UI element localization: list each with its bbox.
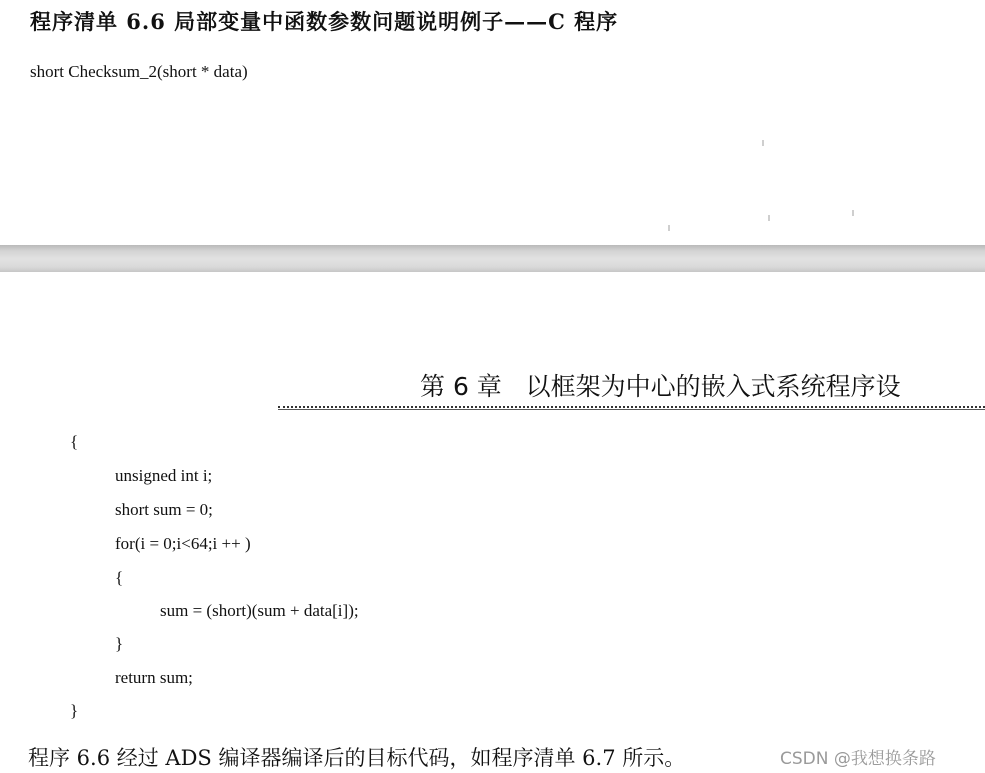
chapter-title: 以框架为中心的嵌入式系统程序设 (525, 372, 901, 401)
header-rule (278, 409, 985, 410)
code-line: { (115, 568, 124, 587)
code-line: unsigned int i; (115, 466, 213, 485)
chapter-number: 第 6 章 (420, 372, 502, 401)
page-separator (0, 245, 985, 272)
code-line: for(i = 0;i<64;i ++ ) (115, 534, 251, 553)
scan-speck (668, 225, 670, 231)
code-line: return sum; (115, 668, 193, 687)
code-line: { (70, 432, 79, 451)
upper-page-fragment (0, 0, 985, 245)
scan-speck (768, 215, 770, 221)
code-line: short sum = 0; (115, 500, 213, 519)
body-text-caption: 程序 6.6 经过 ADS 编译器编译后的目标代码，如程序清单 6.7 所示。 (28, 746, 686, 770)
listing-title: 程序清单 6.6 局部变量中函数参数问题说明例子——C 程序 (30, 9, 619, 34)
watermark: CSDN @我想换条路 (780, 749, 936, 769)
function-signature: short Checksum_2(short * data) (30, 62, 248, 81)
lower-page-fragment (0, 272, 985, 773)
code-line: } (115, 634, 124, 653)
scan-speck (762, 140, 764, 146)
chapter-header (420, 367, 901, 403)
code-line: } (70, 701, 79, 720)
scan-speck (852, 210, 854, 216)
header-rule (278, 406, 985, 408)
code-line: sum = (short)(sum + data[i]); (160, 601, 359, 620)
